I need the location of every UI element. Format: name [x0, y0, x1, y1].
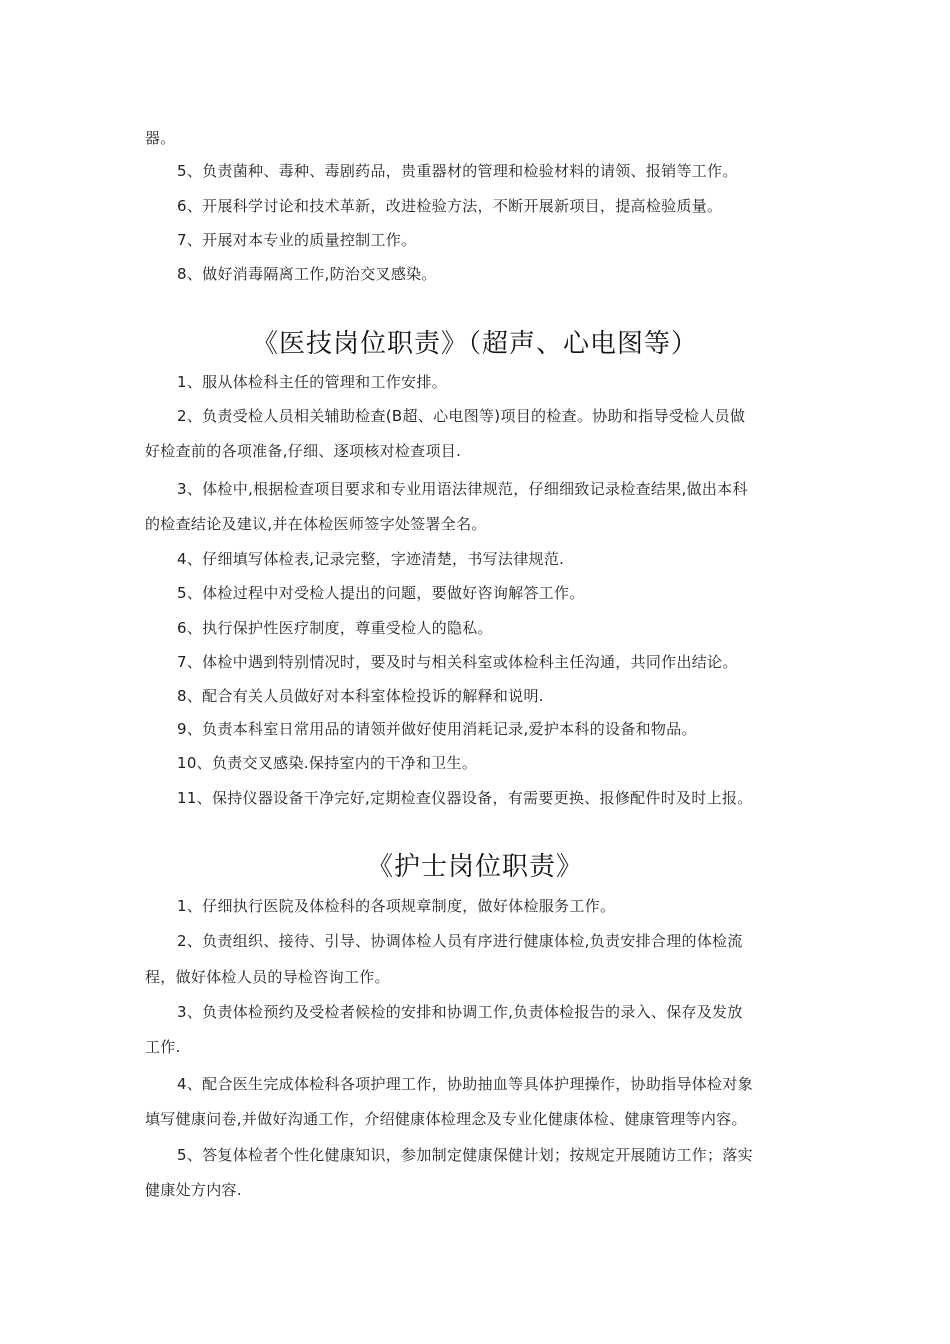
- paragraph-line: 1、服从体检科主任的管理和工作安排。: [177, 373, 447, 391]
- paragraph-line: 的检查结论及建议,并在体检医师签字处签署全名。: [145, 515, 487, 533]
- paragraph-line: 3、负责体检预约及受检者候检的安排和协调工作,负责体检报告的录入、保存及发放: [177, 1003, 743, 1021]
- paragraph-line: 健康处方内容.: [145, 1181, 242, 1199]
- paragraph-line: 5、答复体检者个性化健康知识，参加制定健康保健计划；按规定开展随访工作；落实: [177, 1146, 753, 1164]
- section-title: 《医技岗位职责》（超声、心电图等）: [251, 329, 698, 359]
- paragraph-line: 3、体检中,根据检查项目要求和专业用语法律规范，仔细细致记录检查结果,做出本科: [177, 480, 748, 498]
- section-title: 《护士岗位职责》: [366, 852, 583, 882]
- paragraph-line: 2、负责组织、接待、引导、协调体检人员有序进行健康体检,负责安排合理的体检流: [177, 932, 743, 950]
- paragraph-line: 1、仔细执行医院及体检科的各项规章制度，做好体检服务工作。: [177, 897, 616, 915]
- paragraph-line: 工作.: [145, 1038, 181, 1056]
- paragraph-line: 好检查前的各项准备,仔细、逐项核对检查项目.: [145, 442, 462, 460]
- paragraph-line: 4、仔细填写体检表,记录完整，字迹清楚，书写法律规范.: [177, 550, 565, 568]
- paragraph-line: 4、配合医生完成体检科各项护理工作，协助抽血等具体护理操作，协助指导体检对象: [177, 1075, 753, 1093]
- paragraph-line: 程，做好体检人员的导检咨询工作。: [145, 968, 390, 986]
- paragraph-line: 5、负责菌种、毒种、毒剧药品，贵重器材的管理和检验材料的请领、报销等工作。: [177, 162, 738, 180]
- paragraph-line: 10、负责交叉感染.保持室内的干净和卫生。: [177, 754, 478, 772]
- paragraph-line: 11、保持仪器设备干净完好,定期检查仪器设备，有需要更换、报修配件时及时上报。: [177, 789, 753, 807]
- paragraph-line: 8、配合有关人员做好对本科室体检投诉的解释和说明.: [177, 687, 544, 705]
- paragraph-line: 9、负责本科室日常用品的请领并做好使用消耗记录,爱护本科的设备和物品。: [177, 720, 697, 738]
- paragraph-line: 7、体检中遇到特别情况时，要及时与相关科室或体检科主任沟通，共同作出结论。: [177, 653, 738, 671]
- paragraph-line: 2、负责受检人员相关辅助检查(B超、心电图等)项目的检查。协助和指导受检人员做: [177, 407, 746, 425]
- paragraph-line: 8、做好消毒隔离工作,防治交叉感染。: [177, 265, 437, 283]
- paragraph-line: 5、体检过程中对受检人提出的问题，要做好咨询解答工作。: [177, 584, 585, 602]
- paragraph-line: 7、开展对本专业的质量控制工作。: [177, 231, 417, 249]
- paragraph-line: 器。: [145, 129, 176, 147]
- paragraph-line: 6、开展科学讨论和技术革新，改进检验方法，不断开展新项目，提高检验质量。: [177, 197, 723, 215]
- paragraph-line: 6、执行保护性医疗制度，尊重受检人的隐私。: [177, 619, 493, 637]
- paragraph-line: 填写健康问卷,并做好沟通工作，介绍健康体检理念及专业化健康体检、健康管理等内容。: [145, 1110, 747, 1128]
